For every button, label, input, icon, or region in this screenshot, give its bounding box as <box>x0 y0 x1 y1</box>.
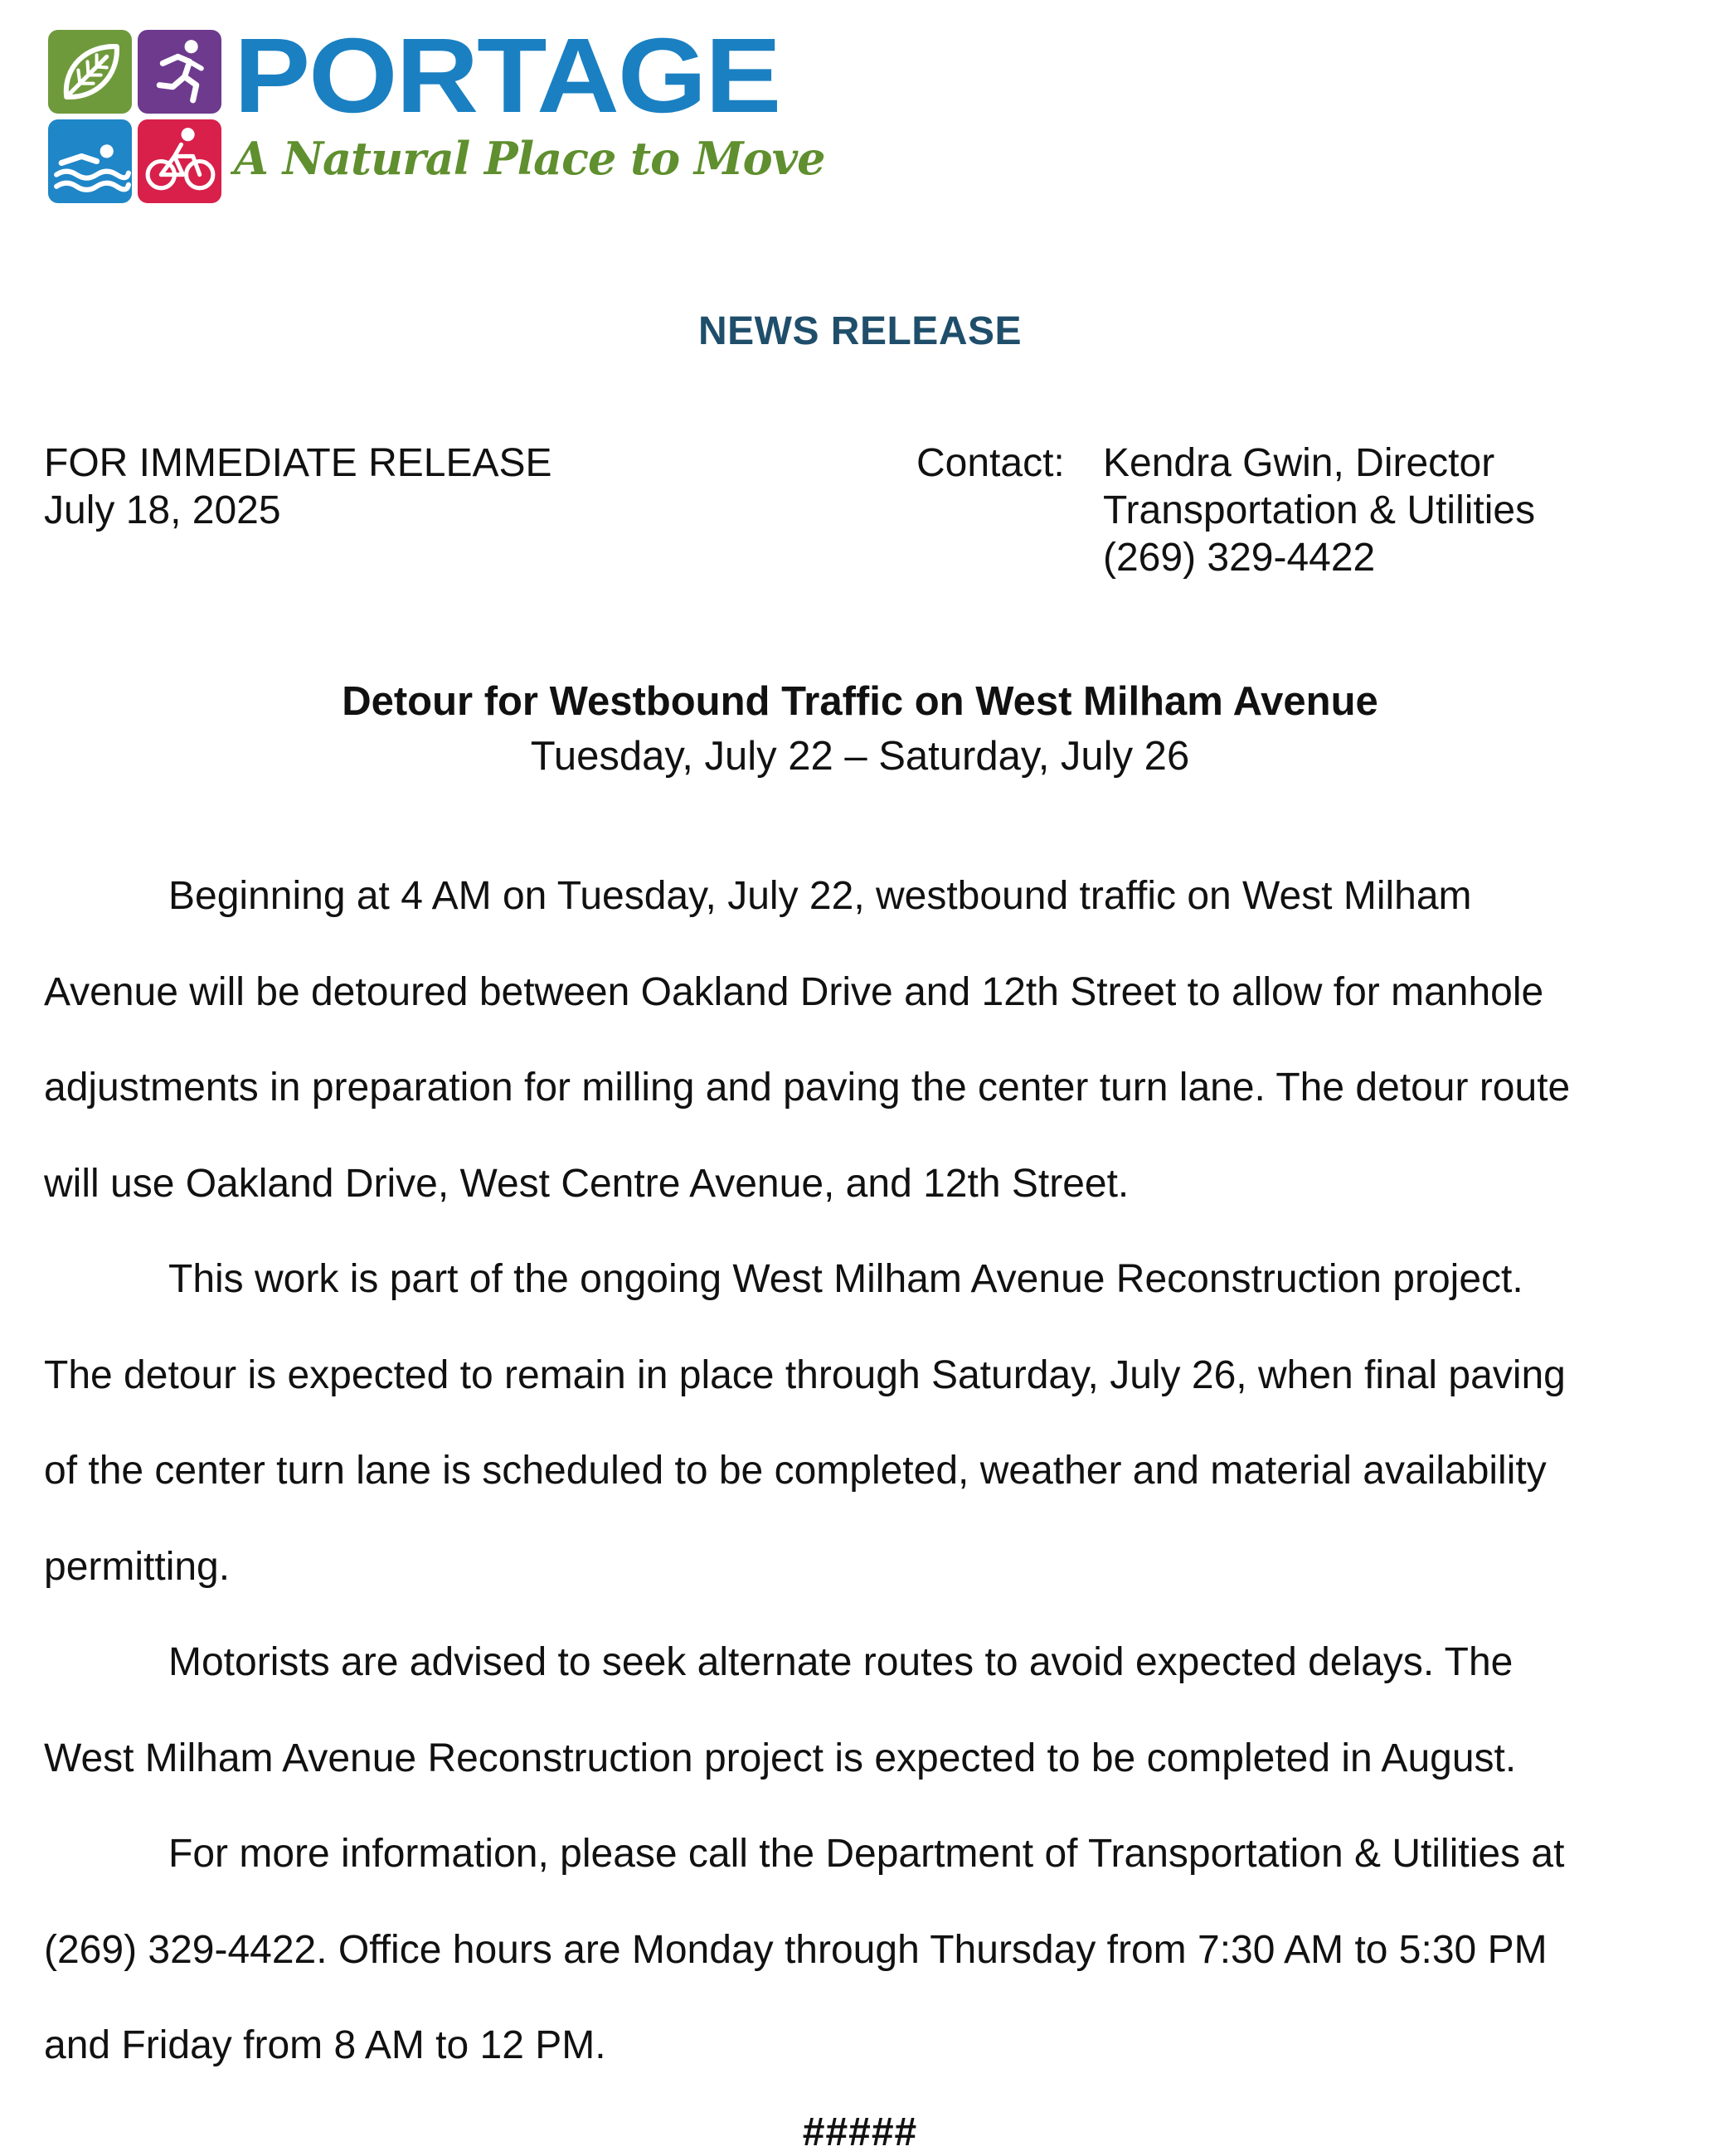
headline-dates: Tuesday, July 22 – Saturday, July 26 <box>530 734 1190 779</box>
portage-tagline: A Natural Place to Move <box>234 132 825 185</box>
headline-title: Detour for Westbound Traffic on West Milham Avenue <box>342 679 1378 724</box>
body-text <box>44 867 1653 2113</box>
release-date: July 18, 2025 <box>44 488 281 532</box>
end-marks: ##### <box>802 2110 918 2154</box>
body-line: permitting. <box>44 1544 231 1589</box>
body-line: Beginning at 4 AM on Tuesday, July 22, westbound traffic on West Milham <box>168 874 1472 918</box>
contact-name: Kendra Gwin, Director <box>1103 441 1495 485</box>
leaf-icon <box>48 30 132 114</box>
contact-phone: (269) 329-4422 <box>1103 536 1376 580</box>
cyclist-icon <box>138 119 221 203</box>
body-line: West Milham Avenue Reconstruction project is expected to be completed in August. <box>44 1736 1517 1780</box>
portage-logo <box>48 17 825 208</box>
body-line: (269) 329-4422. Office hours are Monday through Thursday from 7:30 AM to 5:30 PM <box>44 1927 1548 1972</box>
body-line: For more information, please call the Department of Transportation & Utilities at <box>168 1832 1565 1876</box>
body-line: adjustments in preparation for milling and paving the center turn lane. The detour route <box>44 1066 1571 1110</box>
release-info <box>44 439 552 534</box>
contact-details <box>1103 439 1535 581</box>
news-release-heading: NEWS RELEASE <box>697 309 1023 353</box>
body-line: The detour is expected to remain in place through Saturday, July 26, when final paving <box>44 1352 1566 1397</box>
runner-icon <box>138 30 221 114</box>
portage-wordmark: PORTAGE <box>234 17 780 135</box>
contact-department: Transportation & Utilities <box>1103 488 1536 532</box>
body-line: of the center turn lane is scheduled to be completed, weather and material availability <box>44 1449 1547 1493</box>
body-line: and Friday from 8 AM to 12 PM. <box>44 2023 606 2067</box>
swimmer-icon <box>48 119 132 203</box>
body-line: will use Oakland Drive, West Centre Avenue, and 12th Street. <box>44 1161 1130 1206</box>
release-type: FOR IMMEDIATE RELEASE <box>44 441 552 485</box>
contact-label: Contact: <box>916 441 1065 485</box>
body-line: This work is part of the ongoing West Milham Avenue Reconstruction project. <box>168 1257 1523 1301</box>
body-line: Motorists are advised to seek alternate routes to avoid expected delays. The <box>168 1640 1514 1684</box>
body-line: Avenue will be detoured between Oakland Drive and 12th Street to allow for manhole <box>44 969 1544 1014</box>
